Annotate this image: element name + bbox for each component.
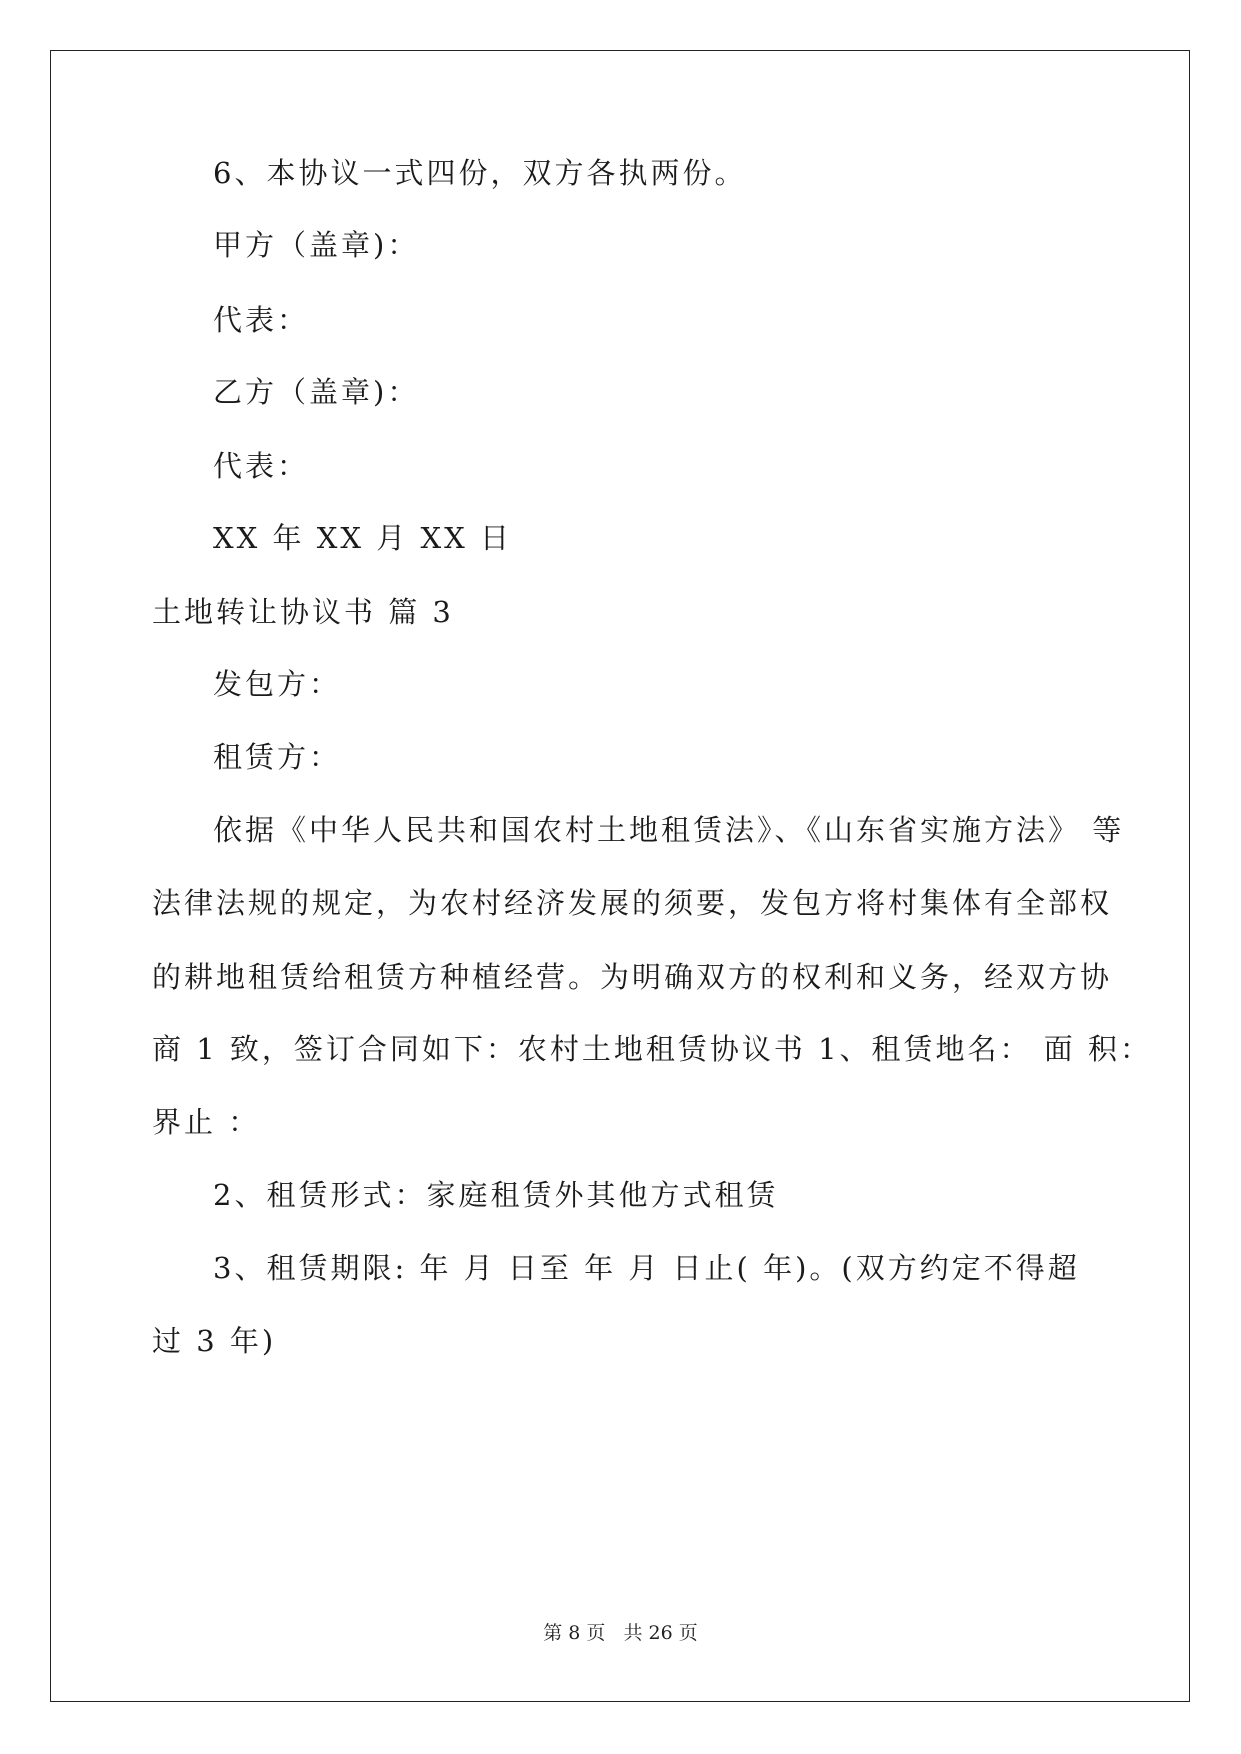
- party-b-seal: 乙方（盖章)：: [213, 375, 420, 409]
- page-total: 共 26 页: [623, 1622, 698, 1644]
- party-a-seal: 甲方（盖章)：: [213, 228, 420, 262]
- party-a-representative: 代表：: [213, 303, 310, 337]
- lessee-label: 租赁方：: [213, 740, 342, 774]
- clause-3: 3、租赁期限: 年 月 日至 年 月 日止( 年)。(双方约定不得超: [213, 1251, 1080, 1285]
- contractor-label: 发包方：: [213, 667, 342, 701]
- paragraph-line: 商 1 致，签订合同如下：农村土地租赁协议书 1、租赁地名： 面 积：: [152, 1032, 1152, 1066]
- clause-3-continued: 过 3 年): [152, 1324, 277, 1358]
- page-footer: [0, 1618, 1241, 1645]
- clause-2: 2、租赁形式：家庭租赁外其他方式租赁: [213, 1178, 779, 1212]
- paragraph-line: 的耕地租赁给租赁方种植经营。为明确双方的权利和义务，经双方协: [152, 960, 1113, 994]
- paragraph-line: 依据《中华人民共和国农村土地租赁法》、《山东省实施方法》 等: [213, 813, 1125, 847]
- section-heading: 土地转让协议书 篇 3: [152, 595, 454, 629]
- party-b-representative: 代表：: [213, 449, 310, 483]
- page-border: [50, 50, 1190, 1702]
- clause-6: 6、本协议一式四份，双方各执两份。: [213, 156, 747, 190]
- paragraph-line: 法律法规的规定，为农村经济发展的须要，发包方将村集体有全部权: [152, 886, 1113, 920]
- signing-date: XX 年 XX 月 XX 日: [213, 521, 512, 555]
- paragraph-line: 界止 ：: [152, 1105, 261, 1139]
- page-number: 第 8 页: [543, 1622, 606, 1644]
